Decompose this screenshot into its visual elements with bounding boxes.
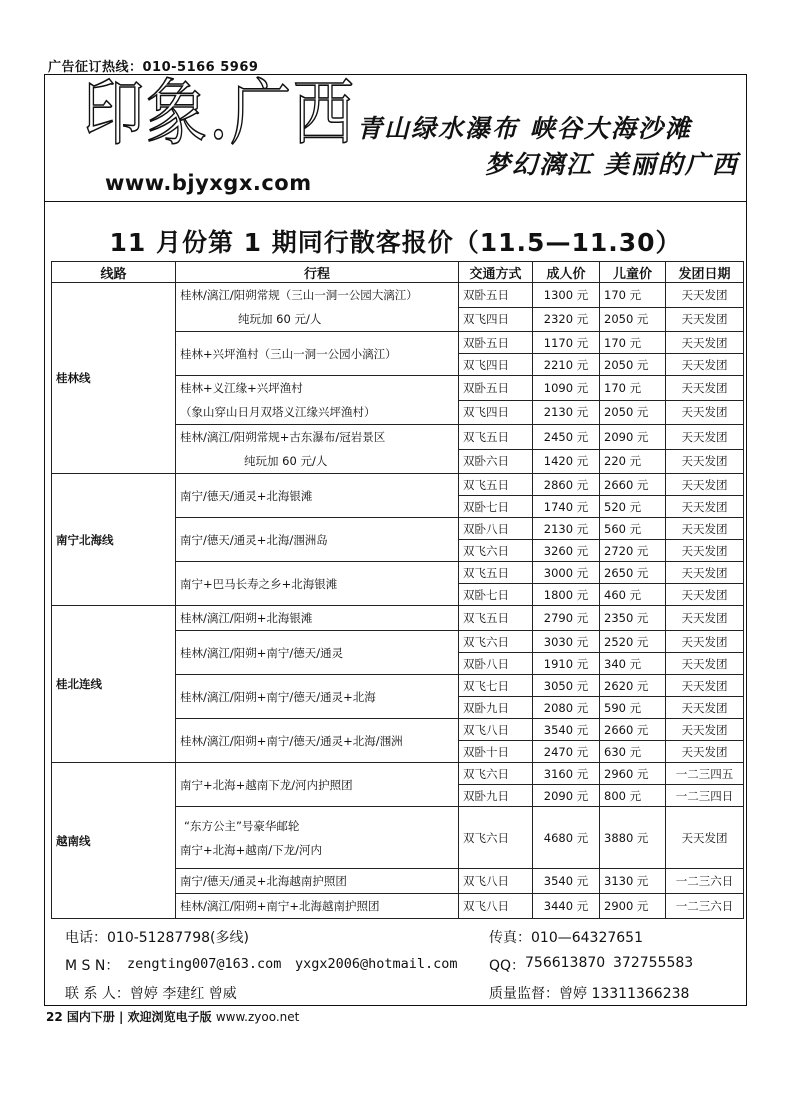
itinerary [176, 283, 459, 332]
fax: 传真：010—64327651 [489, 930, 643, 946]
child-price: 3880 元 [600, 807, 666, 869]
child-price: 170 元 [600, 332, 666, 354]
route-name: 南宁北海线 [52, 474, 176, 606]
transport: 双飞七日 [459, 675, 533, 697]
departure: 天天发团 [666, 675, 744, 697]
site-url[interactable]: www.zyoo.net [215, 1010, 300, 1024]
adult-price: 2860 元 [533, 474, 600, 496]
col-header-transport: 交通方式 [459, 262, 533, 283]
transport: 双卧八日 [459, 653, 533, 675]
departure: 一二三四日 [666, 785, 744, 807]
itinerary-line: “东方公主”号豪华邮轮 [184, 818, 300, 833]
msn-email-2[interactable]: yxgx2006@hotmail.com [295, 956, 458, 972]
departure: 天天发团 [666, 540, 744, 562]
itinerary-line: 南宁+北海+越南/下龙/河内 [180, 842, 323, 857]
child-price: 2720 元 [600, 540, 666, 562]
child-price: 220 元 [600, 449, 666, 474]
ad-header [45, 71, 746, 202]
adult-price: 3440 元 [533, 894, 600, 919]
child-price: 590 元 [600, 697, 666, 719]
departure: 一二三四五 [666, 763, 744, 785]
departure: 天天发团 [666, 631, 744, 653]
child-price: 2650 元 [600, 562, 666, 584]
departure: 天天发团 [666, 562, 744, 584]
itinerary [176, 675, 459, 719]
departure: 天天发团 [666, 283, 744, 308]
table-header-row [52, 262, 744, 283]
adult-price: 3000 元 [533, 562, 600, 584]
adult-price: 3160 元 [533, 763, 600, 785]
adult-price: 3260 元 [533, 540, 600, 562]
departure: 天天发团 [666, 518, 744, 540]
departure: 天天发团 [666, 474, 744, 496]
child-price: 340 元 [600, 653, 666, 675]
itinerary-line: 桂林/漓江/阳朔+南宁+北海越南护照团 [180, 899, 380, 913]
msn-label: M S N： [65, 958, 120, 974]
itinerary-line: 南宁/德天/通灵+北海/涠洲岛 [180, 532, 328, 547]
departure: 天天发团 [666, 496, 744, 518]
transport: 双飞六日 [459, 631, 533, 653]
child-price: 2090 元 [600, 425, 666, 450]
phone: 电话：010-51287798(多线) [65, 930, 249, 946]
msn-email-1[interactable]: zengting007@163.com [127, 956, 282, 972]
child-price: 170 元 [600, 283, 666, 308]
transport: 双卧五日 [459, 376, 533, 401]
child-price: 520 元 [600, 496, 666, 518]
itinerary-line: 桂林+兴坪渔村（三山一洞一公园小漓江） [180, 346, 397, 361]
adult-price: 2790 元 [533, 606, 600, 631]
transport: 双飞六日 [459, 540, 533, 562]
route-name: 越南线 [52, 763, 176, 919]
qq-number-1: 756613870 [525, 955, 606, 971]
departure: 一二三六日 [666, 869, 744, 894]
transport: 双卧五日 [459, 332, 533, 354]
quality-supervisor: 质量监督：曾婷 13311366238 [489, 986, 690, 1002]
transport: 双卧九日 [459, 697, 533, 719]
brand-url[interactable]: www.bjyxgx.com [105, 171, 312, 195]
itinerary-note: 纯玩加 60 元/人 [238, 312, 322, 326]
adult-price: 3050 元 [533, 675, 600, 697]
itinerary-line: 桂林/漓江/阳朔+南宁/德天/通灵+北海 [180, 689, 376, 704]
qq-number-2: 372755583 [613, 955, 694, 971]
transport: 双飞五日 [459, 474, 533, 496]
adult-price: 1800 元 [533, 584, 600, 606]
itinerary [176, 562, 459, 606]
child-price: 630 元 [600, 741, 666, 763]
child-price: 2960 元 [600, 763, 666, 785]
adult-price: 2450 元 [533, 425, 600, 450]
itinerary-note: （象山穿山日月双塔义江缘兴坪渔村） [180, 405, 376, 419]
departure: 天天发团 [666, 332, 744, 354]
child-price: 2520 元 [600, 631, 666, 653]
adult-price: 2320 元 [533, 307, 600, 332]
transport: 双卧七日 [459, 496, 533, 518]
departure: 一二三六日 [666, 894, 744, 919]
transport: 双飞六日 [459, 807, 533, 869]
advertisement-frame [44, 71, 747, 1006]
itinerary-line: 南宁+北海+越南下龙/河内护照团 [180, 777, 353, 792]
itinerary [176, 332, 459, 376]
itinerary-line: 南宁+巴马长寿之乡+北海银滩 [180, 576, 338, 591]
itinerary [176, 474, 459, 518]
route-name: 桂北连线 [52, 606, 176, 763]
itinerary-line: 桂林/漓江/阳朔+南宁/德天/通灵+北海/涠洲 [180, 733, 403, 748]
child-price: 2660 元 [600, 474, 666, 496]
departure: 天天发团 [666, 606, 744, 631]
transport: 双卧九日 [459, 785, 533, 807]
transport: 双飞五日 [459, 606, 533, 631]
transport: 双飞八日 [459, 894, 533, 919]
ad-hotline: 广告征订热线：010-5166 5969 [48, 60, 259, 75]
adult-price: 1910 元 [533, 653, 600, 675]
brand-logo: 印象.广西 [83, 71, 356, 155]
transport: 双卧五日 [459, 283, 533, 308]
itinerary [176, 425, 459, 474]
transport: 双飞八日 [459, 869, 533, 894]
price-list-title: 11 月份第 1 期同行散客报价（11.5—11.30） [109, 228, 682, 257]
adult-price: 3030 元 [533, 631, 600, 653]
itinerary-line: 南宁/德天/通灵+北海越南护照团 [180, 874, 347, 888]
table-row [52, 763, 744, 785]
table-row [52, 606, 744, 631]
departure: 天天发团 [666, 376, 744, 401]
adult-price: 2080 元 [533, 697, 600, 719]
departure: 天天发团 [666, 449, 744, 474]
departure: 天天发团 [666, 425, 744, 450]
itinerary-line: 南宁/德天/通灵+北海银滩 [180, 488, 313, 503]
transport: 双飞六日 [459, 763, 533, 785]
adult-price: 1740 元 [533, 496, 600, 518]
route-name: 桂林线 [52, 283, 176, 474]
table-row [52, 474, 744, 496]
child-price: 2050 元 [600, 307, 666, 332]
col-header-adult-price: 成人价 [533, 262, 600, 283]
adult-price: 2470 元 [533, 741, 600, 763]
adult-price: 3540 元 [533, 869, 600, 894]
col-header-child-price: 儿童价 [600, 262, 666, 283]
col-header-route: 线路 [52, 262, 176, 283]
itinerary [176, 807, 459, 869]
itinerary-line: 桂林/漓江/阳朔常规+古东瀑布/冠岩景区 [180, 430, 386, 444]
itinerary [176, 518, 459, 562]
adult-price: 3540 元 [533, 719, 600, 741]
child-price: 2050 元 [600, 354, 666, 376]
page-footer [46, 1008, 299, 1025]
departure: 天天发团 [666, 400, 744, 425]
departure: 天天发团 [666, 719, 744, 741]
itinerary-line: 桂林+义江缘+兴坪渔村 [180, 381, 303, 395]
adult-price: 2090 元 [533, 785, 600, 807]
child-price: 460 元 [600, 584, 666, 606]
child-price: 2350 元 [600, 606, 666, 631]
col-header-departure: 发团日期 [666, 262, 744, 283]
transport: 双飞四日 [459, 307, 533, 332]
itinerary [176, 376, 459, 425]
price-table [51, 261, 744, 919]
departure: 天天发团 [666, 354, 744, 376]
child-price: 560 元 [600, 518, 666, 540]
departure: 天天发团 [666, 653, 744, 675]
slogan-line-2: 梦幻漓江 美丽的广西 [485, 150, 739, 179]
adult-price: 2130 元 [533, 400, 600, 425]
departure: 天天发团 [666, 741, 744, 763]
slogan-line-1: 青山绿水瀑布 峡谷大海沙滩 [357, 114, 692, 143]
adult-price: 4680 元 [533, 807, 600, 869]
itinerary-line: 桂林/漓江/阳朔+北海银滩 [180, 611, 313, 625]
adult-price: 1300 元 [533, 283, 600, 308]
child-price: 2660 元 [600, 719, 666, 741]
qq-label: QQ： [489, 958, 526, 974]
itinerary [176, 763, 459, 807]
child-price: 2050 元 [600, 400, 666, 425]
itinerary-line: 桂林/漓江/阳朔+南宁/德天/通灵 [180, 645, 344, 660]
adult-price: 2130 元 [533, 518, 600, 540]
table-row [52, 283, 744, 308]
transport: 双卧十日 [459, 741, 533, 763]
transport: 双飞八日 [459, 719, 533, 741]
transport: 双飞四日 [459, 400, 533, 425]
itinerary [176, 606, 459, 631]
transport: 双飞四日 [459, 354, 533, 376]
child-price: 800 元 [600, 785, 666, 807]
child-price: 3130 元 [600, 869, 666, 894]
col-header-itinerary: 行程 [176, 262, 459, 283]
transport: 双飞五日 [459, 425, 533, 450]
child-price: 170 元 [600, 376, 666, 401]
itinerary [176, 631, 459, 675]
departure: 天天发团 [666, 307, 744, 332]
transport: 双卧六日 [459, 449, 533, 474]
child-price: 2900 元 [600, 894, 666, 919]
transport: 双飞五日 [459, 562, 533, 584]
itinerary [176, 894, 459, 919]
child-price: 2620 元 [600, 675, 666, 697]
itinerary-note: 纯玩加 60 元/人 [244, 454, 328, 468]
itinerary [176, 719, 459, 763]
page-number-section: 22 国内下册 | 欢迎浏览电子版 [46, 1010, 212, 1024]
departure: 天天发团 [666, 697, 744, 719]
adult-price: 1420 元 [533, 449, 600, 474]
adult-price: 1170 元 [533, 332, 600, 354]
departure: 天天发团 [666, 807, 744, 869]
contact-persons: 联 系 人：曾婷 李建红 曾威 [65, 986, 237, 1002]
transport: 双卧七日 [459, 584, 533, 606]
itinerary [176, 869, 459, 894]
transport: 双卧八日 [459, 518, 533, 540]
itinerary-line: 桂林/漓江/阳朔常规（三山一洞一公园大漓江） [180, 288, 418, 302]
adult-price: 2210 元 [533, 354, 600, 376]
departure: 天天发团 [666, 584, 744, 606]
adult-price: 1090 元 [533, 376, 600, 401]
